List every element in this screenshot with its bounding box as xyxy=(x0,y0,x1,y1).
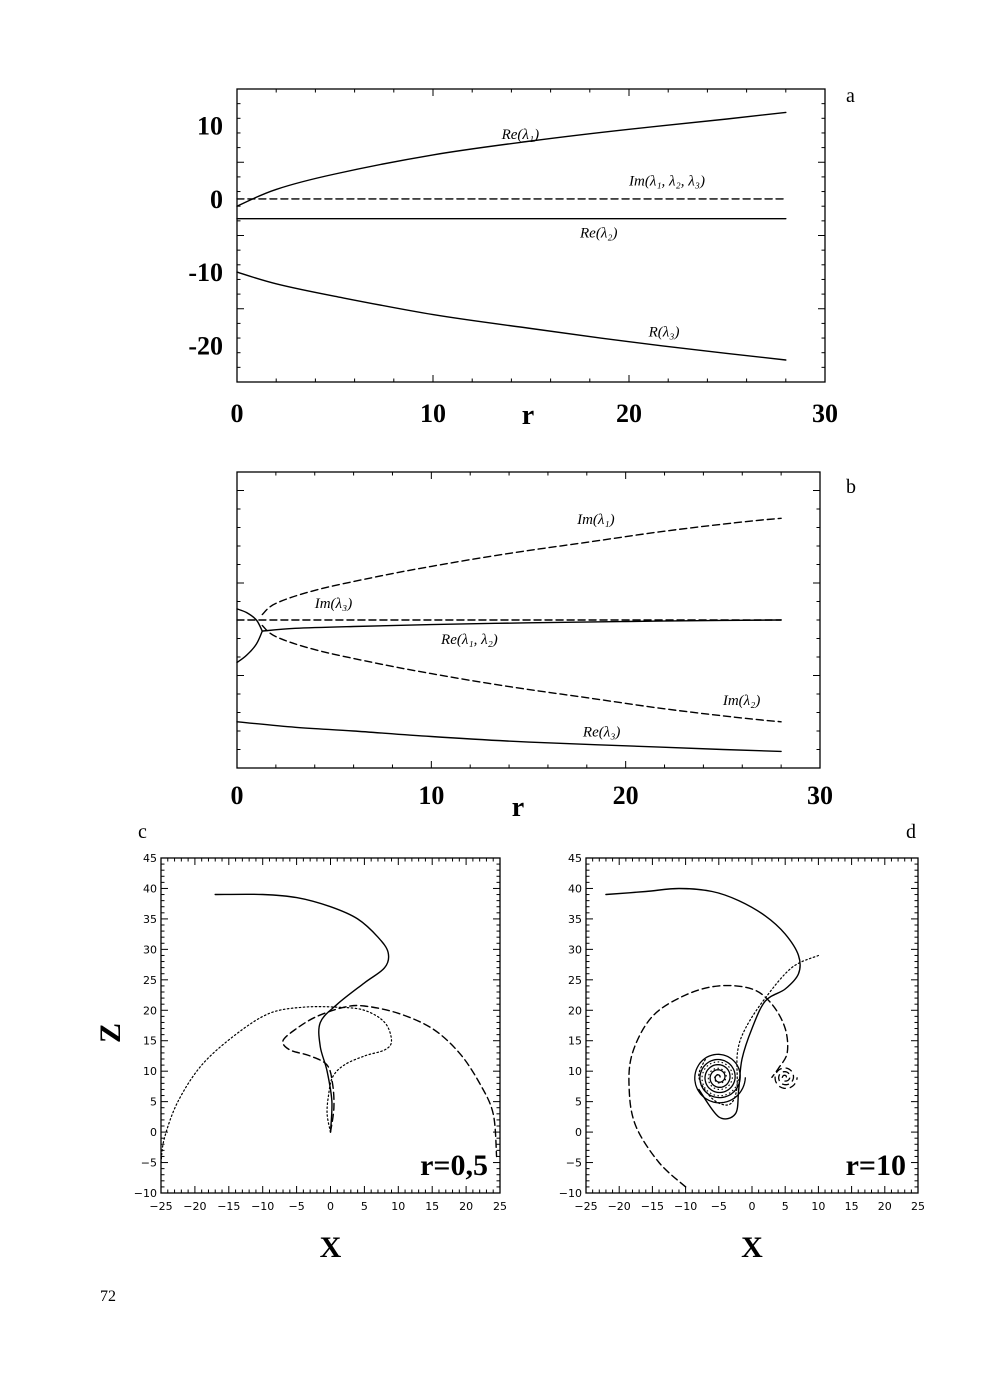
x-axis-label-d: X xyxy=(741,1231,763,1264)
x-axis-label-a: r xyxy=(521,400,535,431)
x-tick-label-c: 25 xyxy=(493,1200,507,1213)
series-b-1 xyxy=(262,626,781,722)
x-tick-label-c: 10 xyxy=(391,1200,406,1213)
x-tick-label-c: 15 xyxy=(425,1200,440,1213)
curve-label-a-2: Re(λ₂) xyxy=(580,225,618,242)
y-tick-label-a: -20 xyxy=(188,331,223,361)
x-tick-label-b: 20 xyxy=(612,781,639,810)
minor-ticks-d xyxy=(586,858,918,1193)
x-tick-label-c: −10 xyxy=(251,1200,275,1213)
y-tick-label-d: 30 xyxy=(568,943,582,957)
x-tick-label-d: 0 xyxy=(748,1200,756,1213)
curve-label-b-0: Im(λ₁) xyxy=(577,511,615,528)
x-tick-label-a: 20 xyxy=(616,399,642,428)
curve-label-b-3: Im(λ₂) xyxy=(722,693,761,710)
x-tick-label-d: 25 xyxy=(911,1200,925,1213)
y-tick-label-c: 20 xyxy=(143,1004,157,1018)
page-number: 72 xyxy=(100,1288,116,1305)
y-tick-label-c: 45 xyxy=(143,852,157,865)
x-tick-label-b: 0 xyxy=(230,781,244,810)
y-tick-label-d: −10 xyxy=(558,1187,582,1200)
x-tick-label-a: 0 xyxy=(230,399,244,428)
x-axis-label-b: r xyxy=(511,792,525,823)
y-tick-label-c: 40 xyxy=(143,882,157,896)
y-tick-label-d: 40 xyxy=(568,882,582,896)
panel-letter-a: a xyxy=(846,85,855,107)
x-tick-label-b: 30 xyxy=(807,781,833,810)
x-tick-label-a: 30 xyxy=(812,399,838,428)
x-tick-label-c: −25 xyxy=(149,1200,173,1213)
y-tick-label-c: −10 xyxy=(133,1187,157,1200)
y-tick-label-a: 10 xyxy=(197,111,223,141)
x-tick-label-d: −15 xyxy=(640,1200,665,1213)
y-tick-label-d: 35 xyxy=(568,912,582,926)
x-tick-label-c: 5 xyxy=(360,1200,368,1213)
curve-label-b-1: Im(λ₃) xyxy=(314,595,353,612)
curve-label-b-2: Re(λ₁, λ₂) xyxy=(441,632,498,649)
x-tick-label-d: −20 xyxy=(607,1200,631,1213)
curve-label-b-4: Re(λ₃) xyxy=(582,724,621,741)
plot-frame-c xyxy=(161,858,500,1193)
y-tick-label-d: −5 xyxy=(565,1156,582,1170)
x-tick-label-b: 10 xyxy=(418,781,445,810)
y-tick-label-c: 0 xyxy=(150,1126,157,1140)
trajectory-c-2 xyxy=(161,1007,392,1163)
x-tick-label-d: −5 xyxy=(710,1200,727,1213)
spiral-d-1 xyxy=(702,1062,739,1096)
panel-letter-c: c xyxy=(138,821,147,843)
y-tick-label-c: 25 xyxy=(143,973,157,987)
plot-frame-d xyxy=(586,858,918,1193)
y-tick-label-c: −5 xyxy=(140,1156,157,1170)
x-tick-label-d: 5 xyxy=(781,1200,789,1213)
y-tick-label-d: 10 xyxy=(568,1065,582,1079)
x-tick-label-d: 15 xyxy=(844,1200,859,1213)
x-tick-label-d: −10 xyxy=(673,1200,698,1213)
curve-label-a-1: Im(λ₁, λ₂, λ₃) xyxy=(629,173,705,190)
minor-ticks-c xyxy=(161,858,500,1193)
annotation-c: r=0,5 xyxy=(420,1149,488,1182)
y-tick-label-d: 45 xyxy=(568,852,582,865)
y-tick-label-c: 5 xyxy=(150,1095,157,1109)
annotation-d: r=10 xyxy=(845,1149,906,1182)
x-tick-label-c: −5 xyxy=(288,1200,305,1213)
x-tick-label-c: 0 xyxy=(327,1200,334,1213)
series-b-6 xyxy=(237,722,781,752)
x-tick-label-c: 20 xyxy=(459,1200,474,1213)
y-axis-label-c: Z xyxy=(94,1022,127,1044)
series-b-4 xyxy=(237,631,262,662)
trajectory-d-2 xyxy=(699,956,819,1106)
x-tick-label-c: −20 xyxy=(183,1200,207,1213)
y-tick-label-d: 20 xyxy=(568,1004,582,1018)
curve-label-a-0: Re(λ₁) xyxy=(501,126,540,143)
trajectory-c-1 xyxy=(283,1005,497,1156)
x-tick-label-d: 10 xyxy=(811,1200,826,1213)
x-axis-label-c: X xyxy=(319,1231,342,1264)
curve-label-a-3: R(λ₃) xyxy=(648,324,680,341)
y-tick-label-d: 5 xyxy=(575,1095,582,1109)
x-tick-label-a: 10 xyxy=(420,399,446,428)
x-tick-label-d: 20 xyxy=(877,1200,892,1213)
x-tick-label-d: −25 xyxy=(574,1200,598,1213)
y-tick-label-d: 0 xyxy=(575,1126,582,1140)
series-a-3 xyxy=(237,272,786,360)
y-tick-label-d: 25 xyxy=(568,973,582,987)
y-tick-label-d: 15 xyxy=(568,1034,582,1048)
x-tick-label-c: −15 xyxy=(217,1200,241,1213)
trajectory-c-0 xyxy=(215,894,388,1132)
y-tick-label-a: 0 xyxy=(210,184,223,214)
y-tick-label-a: -10 xyxy=(188,258,223,288)
panel-letter-d: d xyxy=(906,821,916,843)
y-tick-label-c: 10 xyxy=(143,1065,157,1079)
y-tick-label-c: 15 xyxy=(143,1034,157,1048)
y-tick-label-c: 30 xyxy=(143,943,157,957)
y-tick-label-c: 35 xyxy=(143,912,157,926)
spiral-d-2 xyxy=(775,1068,797,1088)
panel-letter-b: b xyxy=(846,476,856,498)
series-b-3 xyxy=(262,620,781,631)
